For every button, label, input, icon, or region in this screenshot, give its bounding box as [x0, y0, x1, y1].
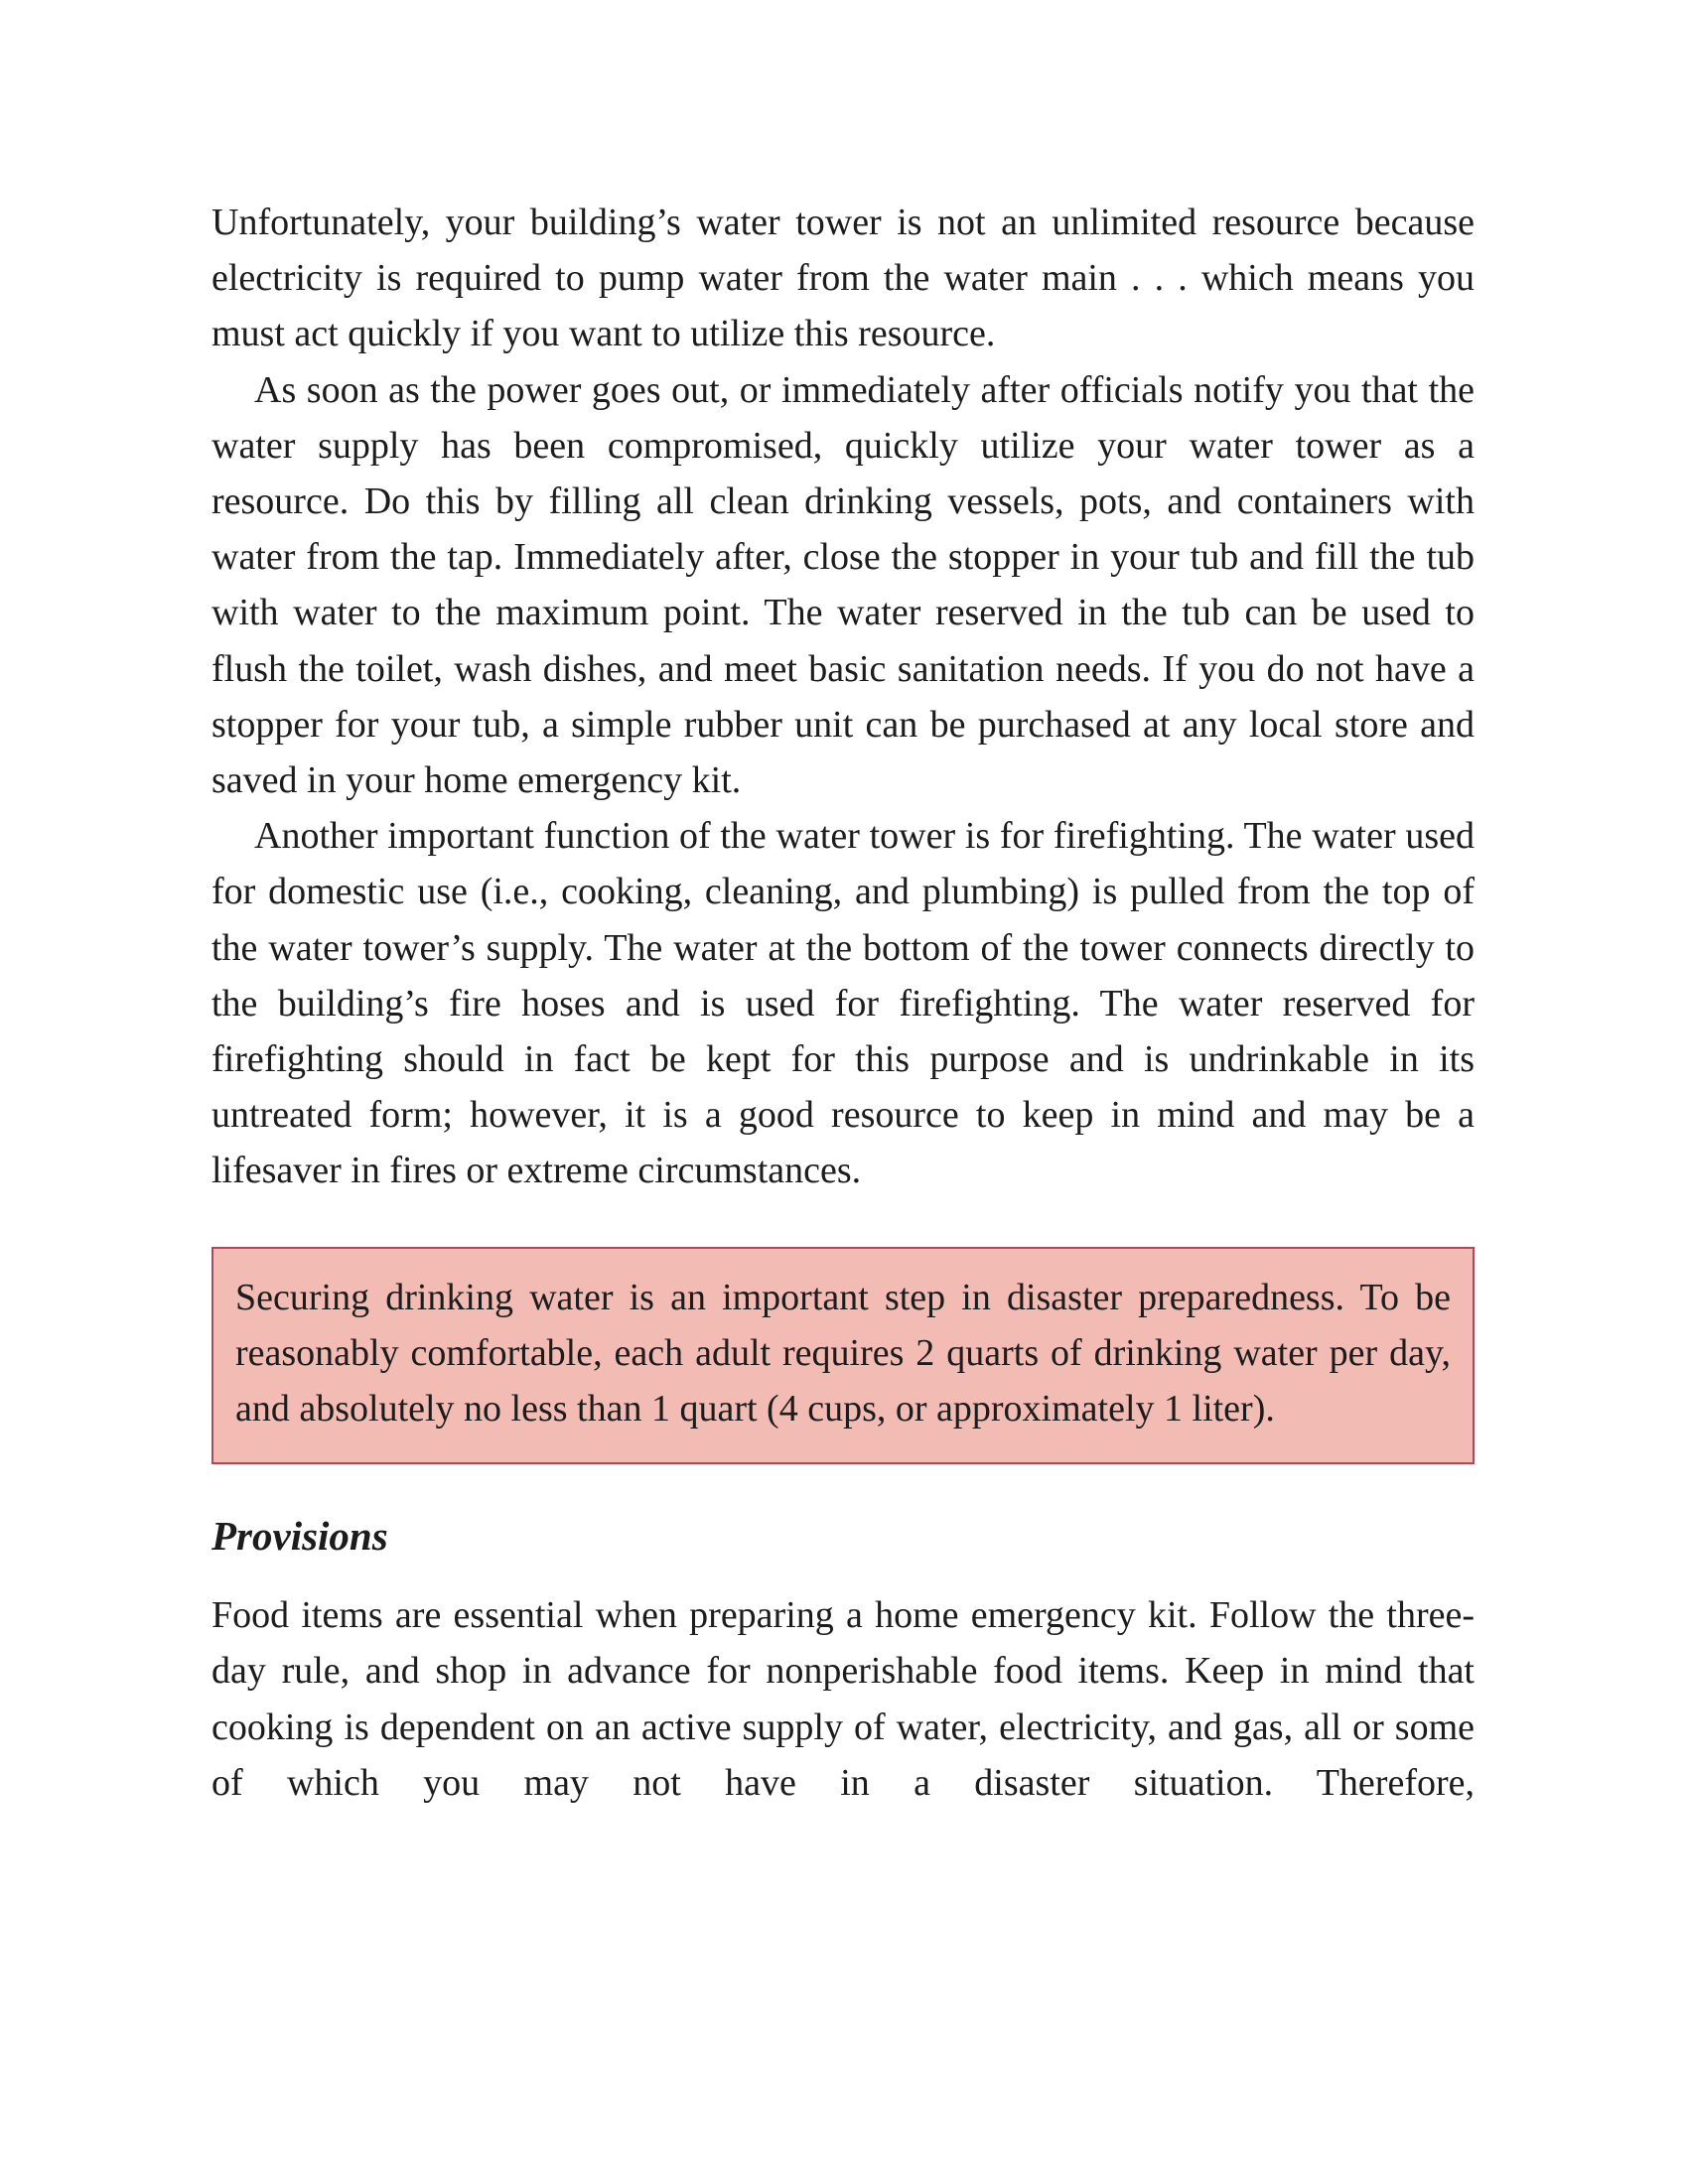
body-paragraph-fill-containers: As soon as the power goes out, or immediately after officials notify you that the water supply has been compromised, quickly utilize your water tower as a resource. Do this by filling all clean drinking vessels, pots, and containers with water from the tap. Immediately after, close the stopper in your tub and fill the tub with water to the maximum point. The water reserved in the tub can be used to flush the toilet, wash dishes, and meet basic sanitation needs. If you do not have a stopper for your tub, a simple rubber unit can be purchased at any local store and saved in your home emergency kit. — [211, 368, 1475, 802]
body-paragraph-provisions: Food items are essential when preparing a home emergency kit. Follow the three-day rule, and shop in advance for nonperishable food items. Keep in mind that cooking is dependent on an active supply of water, electricity, and gas, all or some of which you may not have in a disaster situation. Therefore, — [211, 1594, 1475, 1804]
body-paragraph-water-tower-limits: Unfortunately, your building’s water tower is not an unlimited resource because electricity is required to pump water from the water main . . . which means you must act quickly if you want to utilize this resource. — [211, 202, 1475, 355]
body-paragraph-firefighting: Another important function of the water tower is for firefighting. The water used for domestic use (i.e., cooking, cleaning, and plumbing) is pulled from the top of the water tower’s supply. The water at the bottom of the tower connects directly to the building’s fire hoses and is used for firefighting. The water reserved for firefighting should in fact be kept for this purpose and is undrinkable in its untreated form; however, it is a good resource to keep in mind and may be a lifesaver in fires or extreme circumstances. — [211, 815, 1475, 1192]
section-heading-provisions: Provisions — [211, 1513, 388, 1560]
drinking-water-callout-box — [211, 1247, 1475, 1465]
page-body — [211, 195, 1475, 1811]
callout-text: Securing drinking water is an important step in disaster preparedness. To be reasonably comfortable, each adult requires 2 quarts of drinking water per day, and absolutely no less than 1 quart (4 cups, or approximately 1 liter). — [235, 1276, 1451, 1431]
